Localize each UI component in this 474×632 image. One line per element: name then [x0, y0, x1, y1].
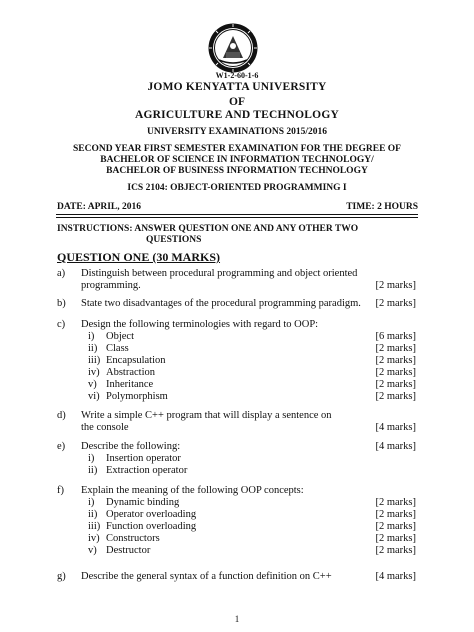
university-name-line3: AGRICULTURE AND TECHNOLOGY — [135, 109, 339, 121]
question-a-label: a) — [57, 268, 66, 279]
sub-item-number: i) — [88, 331, 95, 342]
sub-item-text: Extraction operator — [106, 465, 188, 476]
semester-line1: SECOND YEAR FIRST SEMESTER EXAMINATION FOR THE DEGREE OF — [73, 144, 401, 154]
divider-line — [56, 217, 418, 218]
sub-item-marks: [2 marks] — [375, 391, 416, 402]
question-a-marks: [2 marks] — [375, 280, 416, 291]
sub-item-number: iv) — [88, 533, 100, 544]
sub-item-number: iii) — [88, 521, 101, 532]
sub-item-text: Dynamic binding — [106, 497, 180, 508]
university-name-line1: JOMO KENYATTA UNIVERSITY — [147, 81, 327, 93]
sub-item-text: Operator overloading — [106, 509, 197, 520]
sub-item-number: ii) — [88, 343, 98, 354]
question-c-text: Design the following terminologies with regard to OOP: — [81, 319, 319, 330]
sub-item-marks: [6 marks] — [375, 331, 416, 342]
sub-item-text: Inheritance — [106, 379, 154, 390]
sub-item-number: iii) — [88, 355, 101, 366]
question-g-label: g) — [57, 571, 66, 582]
sub-item-text: Object — [106, 331, 134, 342]
exam-date: DATE: APRIL, 2016 — [57, 202, 142, 212]
sub-item-number: i) — [88, 497, 95, 508]
question-e-text: Describe the following: — [81, 441, 181, 452]
question-d-text: Write a simple C++ program that will display a sentence on — [81, 410, 332, 421]
sub-item-text: Abstraction — [106, 367, 155, 378]
unit-title: ICS 2104: OBJECT-ORIENTED PROGRAMMING I — [127, 183, 347, 193]
question-e-marks: [4 marks] — [375, 441, 416, 452]
sub-item-number: ii) — [88, 509, 98, 520]
sub-item-marks: [2 marks] — [375, 367, 416, 378]
question-e-label: e) — [57, 441, 66, 452]
question-b-marks: [2 marks] — [375, 298, 416, 309]
question-f-label: f) — [57, 485, 64, 496]
question-a-text: programming. — [81, 280, 141, 291]
sub-item-marks: [2 marks] — [375, 509, 416, 520]
sub-item-marks: [2 marks] — [375, 355, 416, 366]
sub-item-number: v) — [88, 379, 97, 390]
exam-code: W1-2-60-1-6 — [215, 71, 259, 80]
question-d-label: d) — [57, 410, 66, 421]
question-d-marks: [4 marks] — [375, 422, 416, 433]
sub-item-text: Function overloading — [106, 521, 197, 532]
sub-item-marks: [2 marks] — [375, 497, 416, 508]
university-seal-logo — [207, 22, 259, 74]
semester-line2: BACHELOR OF SCIENCE IN INFORMATION TECHNOLOGY/ — [100, 155, 374, 165]
sub-item-text: Insertion operator — [106, 453, 181, 464]
question-d-text: the console — [81, 422, 129, 433]
sub-item-number: v) — [88, 545, 97, 556]
semester-line3: BACHELOR OF BUSINESS INFORMATION TECHNOLOGY — [106, 166, 368, 176]
sub-item-number: i) — [88, 453, 95, 464]
sub-item-marks: [2 marks] — [375, 545, 416, 556]
sub-item-marks: [2 marks] — [375, 343, 416, 354]
sub-item-text: Destructor — [106, 545, 151, 556]
sub-item-number: iv) — [88, 367, 100, 378]
instructions-line1: INSTRUCTIONS: ANSWER QUESTION ONE AND ANY OTHER TWO — [57, 224, 359, 234]
question-c-label: c) — [57, 319, 66, 330]
sub-item-marks: [2 marks] — [375, 521, 416, 532]
question-a-text: Distinguish between procedural programming and object oriented — [81, 268, 358, 279]
question-one-heading: QUESTION ONE (30 MARKS) — [57, 250, 221, 264]
sub-item-marks: [2 marks] — [375, 379, 416, 390]
sub-item-number: ii) — [88, 465, 98, 476]
sub-item-number: vi) — [88, 391, 100, 402]
university-name-line2: OF — [229, 96, 245, 108]
question-b-label: b) — [57, 298, 66, 309]
question-g-marks: [4 marks] — [375, 571, 416, 582]
sub-item-marks: [2 marks] — [375, 533, 416, 544]
question-g-text: Describe the general syntax of a function definition on C++ — [81, 571, 332, 582]
exam-time: TIME: 2 HOURS — [346, 202, 418, 212]
sub-item-text: Encapsulation — [106, 355, 166, 366]
sub-item-text: Class — [106, 343, 129, 354]
instructions-line2: QUESTIONS — [146, 235, 202, 245]
question-b-text: State two disadvantages of the procedural programming paradigm. — [81, 298, 361, 309]
sub-item-text: Polymorphism — [106, 391, 168, 402]
page-number: 1 — [234, 614, 240, 624]
divider-line — [56, 214, 418, 215]
exams-title: UNIVERSITY EXAMINATIONS 2015/2016 — [147, 127, 327, 137]
question-f-text: Explain the meaning of the following OOP concepts: — [81, 485, 304, 496]
sub-item-text: Constructors — [106, 533, 160, 544]
